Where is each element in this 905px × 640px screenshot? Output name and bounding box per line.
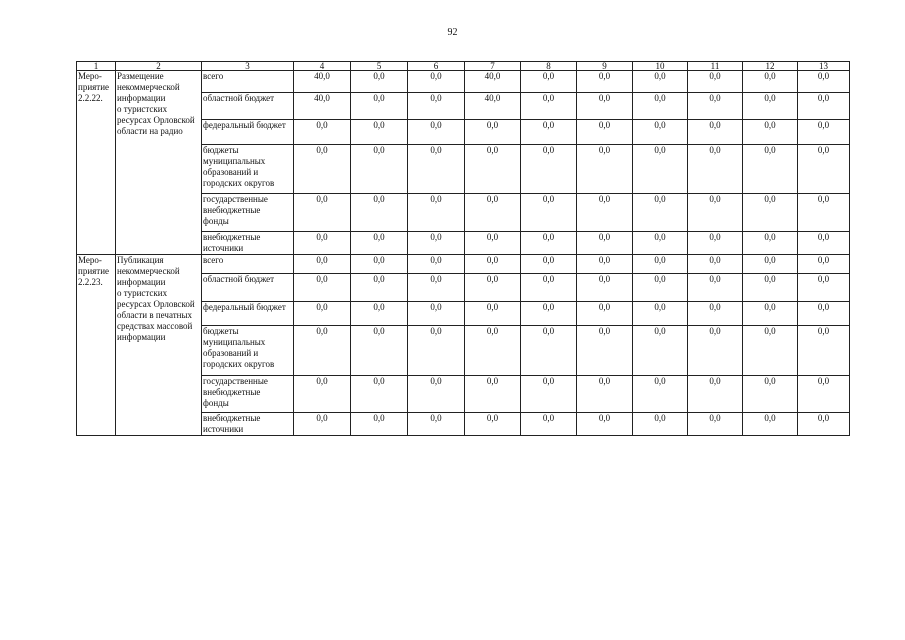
text-line: информации — [117, 277, 166, 287]
value-cell: 0,0 — [294, 255, 351, 274]
text-line: внебюджетные — [203, 387, 261, 397]
value-cell: 0,0 — [577, 145, 633, 194]
value-cell: 0,0 — [633, 255, 688, 274]
value-cell: 0,0 — [577, 194, 633, 232]
text-line: городских округов — [203, 359, 275, 369]
text-line: приятие — [78, 82, 110, 92]
value-cell: 0,0 — [633, 376, 688, 413]
value-cell: 0,0 — [408, 413, 465, 436]
value-cell: 0,0 — [688, 71, 743, 93]
value-cell: 0,0 — [743, 255, 798, 274]
text-line: области на радио — [117, 126, 183, 136]
text-line: областной бюджет — [203, 274, 275, 284]
value-cell: 0,0 — [798, 255, 850, 274]
text-line: некоммерческой — [117, 266, 180, 276]
value-cell: 0,0 — [351, 255, 408, 274]
value-cell: 0,0 — [688, 326, 743, 376]
value-cell: 0,0 — [633, 413, 688, 436]
value-cell: 0,0 — [408, 376, 465, 413]
value-cell: 0,0 — [743, 326, 798, 376]
text-line: области в печатных — [117, 310, 193, 320]
value-cell: 0,0 — [633, 71, 688, 93]
text-line: всего — [203, 255, 224, 265]
column-header: 13 — [798, 62, 850, 71]
text-line: Публикация — [117, 255, 164, 265]
value-cell: 0,0 — [633, 302, 688, 326]
value-cell: 0,0 — [743, 302, 798, 326]
value-cell: 0,0 — [351, 145, 408, 194]
value-cell: 0,0 — [798, 274, 850, 302]
value-cell: 40,0 — [465, 93, 521, 120]
text-line: о туристских — [117, 104, 168, 114]
value-cell: 0,0 — [798, 145, 850, 194]
value-cell: 0,0 — [351, 274, 408, 302]
value-cell: 0,0 — [577, 326, 633, 376]
funding-source-cell — [202, 194, 294, 232]
text-line: областной бюджет — [203, 93, 275, 103]
text-line: информации — [117, 93, 166, 103]
value-cell: 40,0 — [294, 93, 351, 120]
text-line: ресурсах Орловской — [117, 115, 195, 125]
value-cell: 0,0 — [351, 71, 408, 93]
funding-source-cell — [202, 274, 294, 302]
value-cell: 0,0 — [521, 232, 577, 255]
value-cell: 0,0 — [688, 413, 743, 436]
value-cell: 0,0 — [465, 120, 521, 145]
text-line: информации — [117, 332, 166, 342]
measure-code-cell — [77, 71, 116, 255]
value-cell: 0,0 — [351, 413, 408, 436]
value-cell: 0,0 — [743, 145, 798, 194]
value-cell: 0,0 — [521, 93, 577, 120]
text-line: средствах массовой — [117, 321, 193, 331]
value-cell: 0,0 — [688, 302, 743, 326]
text-line: Размещение — [117, 71, 164, 81]
value-cell: 0,0 — [798, 93, 850, 120]
value-cell: 0,0 — [798, 120, 850, 145]
value-cell: 0,0 — [688, 145, 743, 194]
value-cell: 0,0 — [465, 413, 521, 436]
value-cell: 0,0 — [465, 145, 521, 194]
funding-source-cell — [202, 93, 294, 120]
measure-description-cell — [116, 71, 202, 255]
value-cell: 40,0 — [294, 71, 351, 93]
value-cell: 0,0 — [577, 302, 633, 326]
value-cell: 0,0 — [521, 326, 577, 376]
value-cell: 0,0 — [521, 71, 577, 93]
column-header: 2 — [116, 62, 202, 71]
value-cell: 0,0 — [408, 93, 465, 120]
value-cell: 0,0 — [577, 93, 633, 120]
value-cell: 0,0 — [743, 232, 798, 255]
text-line: Меро- — [78, 255, 102, 265]
value-cell: 0,0 — [465, 326, 521, 376]
value-cell: 0,0 — [521, 255, 577, 274]
value-cell: 0,0 — [688, 93, 743, 120]
column-header: 4 — [294, 62, 351, 71]
value-cell: 0,0 — [743, 413, 798, 436]
value-cell: 0,0 — [633, 274, 688, 302]
column-header: 7 — [465, 62, 521, 71]
measure-code-cell — [77, 255, 116, 436]
text-line: о туристских — [117, 288, 168, 298]
value-cell: 0,0 — [521, 376, 577, 413]
value-cell: 0,0 — [465, 194, 521, 232]
text-line: образований и — [203, 348, 259, 358]
value-cell: 0,0 — [633, 93, 688, 120]
value-cell: 0,0 — [743, 93, 798, 120]
value-cell: 0,0 — [408, 232, 465, 255]
value-cell: 0,0 — [408, 71, 465, 93]
column-header: 12 — [743, 62, 798, 71]
value-cell: 0,0 — [408, 255, 465, 274]
table-row — [77, 255, 850, 274]
text-line: 2.2.23. — [78, 277, 103, 287]
value-cell: 0,0 — [688, 255, 743, 274]
text-line: ресурсах Орловской — [117, 299, 195, 309]
value-cell: 0,0 — [351, 93, 408, 120]
value-cell: 0,0 — [798, 376, 850, 413]
text-line: источники — [203, 243, 244, 253]
value-cell: 0,0 — [408, 326, 465, 376]
value-cell: 0,0 — [408, 120, 465, 145]
value-cell: 0,0 — [633, 120, 688, 145]
value-cell: 0,0 — [633, 232, 688, 255]
funding-source-cell — [202, 71, 294, 93]
value-cell: 0,0 — [633, 145, 688, 194]
value-cell: 0,0 — [577, 232, 633, 255]
text-line: фонды — [203, 398, 229, 408]
value-cell: 0,0 — [351, 326, 408, 376]
value-cell: 0,0 — [465, 274, 521, 302]
text-line: федеральный бюджет — [203, 302, 286, 312]
value-cell: 0,0 — [688, 120, 743, 145]
value-cell: 0,0 — [521, 274, 577, 302]
value-cell: 0,0 — [465, 302, 521, 326]
funding-source-cell — [202, 255, 294, 274]
funding-source-cell — [202, 232, 294, 255]
text-line: государственные — [203, 194, 268, 204]
value-cell: 0,0 — [521, 302, 577, 326]
value-cell: 0,0 — [465, 376, 521, 413]
column-number-row — [77, 62, 850, 71]
value-cell: 0,0 — [798, 413, 850, 436]
text-line: приятие — [78, 266, 110, 276]
column-header: 9 — [577, 62, 633, 71]
funding-source-cell — [202, 302, 294, 326]
value-cell: 0,0 — [743, 120, 798, 145]
value-cell: 40,0 — [465, 71, 521, 93]
value-cell: 0,0 — [294, 232, 351, 255]
funding-source-cell — [202, 145, 294, 194]
value-cell: 0,0 — [294, 120, 351, 145]
value-cell: 0,0 — [577, 376, 633, 413]
text-line: муниципальных — [203, 156, 266, 166]
text-line: государственные — [203, 376, 268, 386]
text-line: муниципальных — [203, 337, 266, 347]
value-cell: 0,0 — [798, 232, 850, 255]
value-cell: 0,0 — [743, 194, 798, 232]
column-header: 8 — [521, 62, 577, 71]
value-cell: 0,0 — [294, 274, 351, 302]
value-cell: 0,0 — [688, 194, 743, 232]
value-cell: 0,0 — [798, 194, 850, 232]
column-header: 6 — [408, 62, 465, 71]
measure-description-cell — [116, 255, 202, 436]
value-cell: 0,0 — [294, 376, 351, 413]
funding-source-cell — [202, 120, 294, 145]
value-cell: 0,0 — [408, 274, 465, 302]
text-line: источники — [203, 424, 244, 434]
value-cell: 0,0 — [351, 302, 408, 326]
text-line: Меро- — [78, 71, 102, 81]
value-cell: 0,0 — [294, 194, 351, 232]
value-cell: 0,0 — [577, 413, 633, 436]
text-line: бюджеты — [203, 326, 239, 336]
value-cell: 0,0 — [798, 71, 850, 93]
funding-source-cell — [202, 326, 294, 376]
text-line: внебюджетные — [203, 232, 261, 242]
value-cell: 0,0 — [577, 71, 633, 93]
value-cell: 0,0 — [408, 145, 465, 194]
value-cell: 0,0 — [465, 255, 521, 274]
text-line: федеральный бюджет — [203, 120, 286, 130]
column-header: 11 — [688, 62, 743, 71]
value-cell: 0,0 — [521, 120, 577, 145]
value-cell: 0,0 — [294, 302, 351, 326]
text-line: 2.2.22. — [78, 93, 103, 103]
column-header: 5 — [351, 62, 408, 71]
value-cell: 0,0 — [577, 274, 633, 302]
text-line: некоммерческой — [117, 82, 180, 92]
text-line: всего — [203, 71, 224, 81]
value-cell: 0,0 — [577, 120, 633, 145]
text-line: фонды — [203, 216, 229, 226]
funding-source-cell — [202, 376, 294, 413]
value-cell: 0,0 — [294, 413, 351, 436]
value-cell: 0,0 — [633, 326, 688, 376]
budget-table — [76, 61, 850, 436]
funding-source-cell — [202, 413, 294, 436]
value-cell: 0,0 — [577, 255, 633, 274]
value-cell: 0,0 — [688, 274, 743, 302]
value-cell: 0,0 — [521, 194, 577, 232]
value-cell: 0,0 — [351, 120, 408, 145]
text-line: внебюджетные — [203, 413, 261, 423]
value-cell: 0,0 — [688, 376, 743, 413]
value-cell: 0,0 — [351, 194, 408, 232]
value-cell: 0,0 — [633, 194, 688, 232]
text-line: образований и — [203, 167, 259, 177]
value-cell: 0,0 — [351, 376, 408, 413]
value-cell: 0,0 — [521, 413, 577, 436]
value-cell: 0,0 — [465, 232, 521, 255]
value-cell: 0,0 — [743, 274, 798, 302]
column-header: 10 — [633, 62, 688, 71]
value-cell: 0,0 — [743, 71, 798, 93]
value-cell: 0,0 — [743, 376, 798, 413]
page-number: 92 — [447, 27, 458, 38]
column-header: 1 — [77, 62, 116, 71]
text-line: городских округов — [203, 178, 275, 188]
value-cell: 0,0 — [521, 145, 577, 194]
value-cell: 0,0 — [798, 326, 850, 376]
value-cell: 0,0 — [408, 302, 465, 326]
value-cell: 0,0 — [351, 232, 408, 255]
table-row — [77, 71, 850, 93]
value-cell: 0,0 — [294, 145, 351, 194]
text-line: бюджеты — [203, 145, 239, 155]
value-cell: 0,0 — [408, 194, 465, 232]
text-line: внебюджетные — [203, 205, 261, 215]
value-cell: 0,0 — [294, 326, 351, 376]
value-cell: 0,0 — [798, 302, 850, 326]
value-cell: 0,0 — [688, 232, 743, 255]
column-header: 3 — [202, 62, 294, 71]
